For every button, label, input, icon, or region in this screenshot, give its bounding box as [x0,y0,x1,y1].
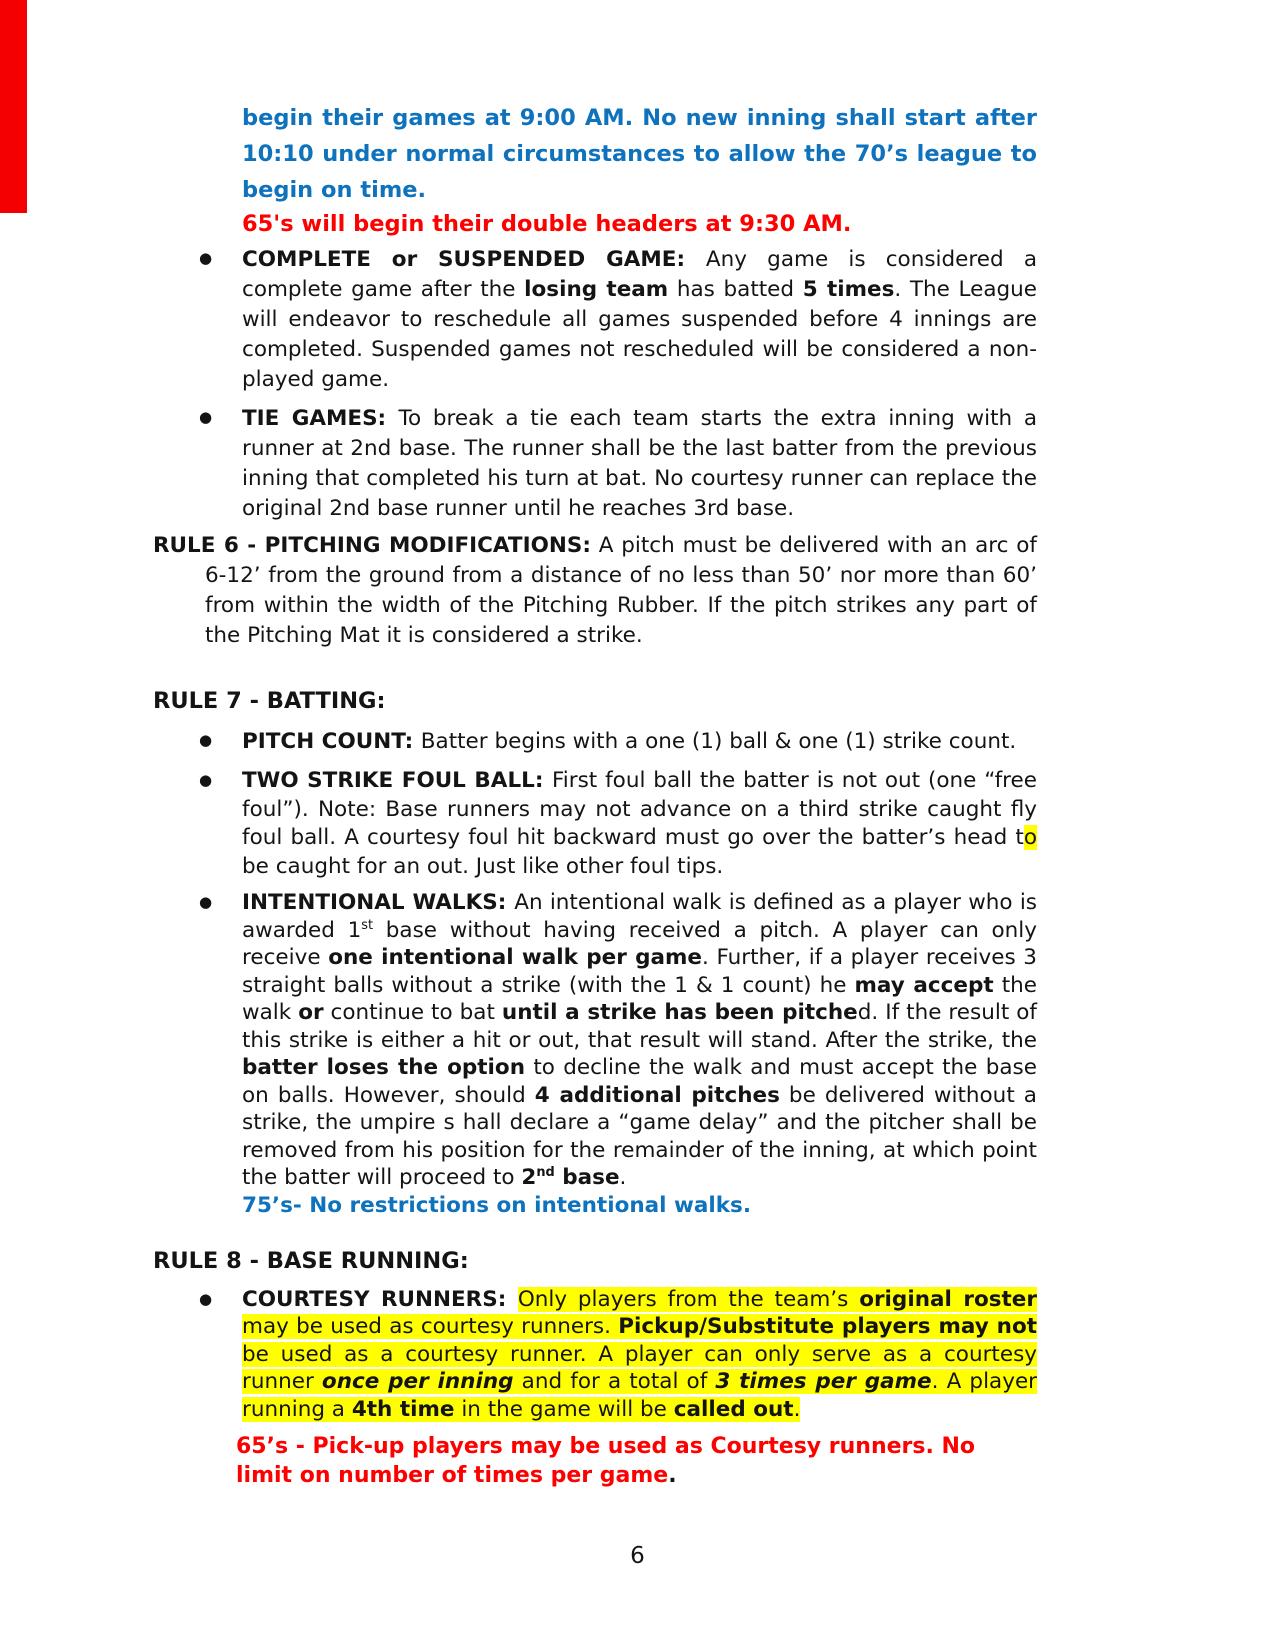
text-run: . [668,1463,677,1488]
text-run: COMPLETE or SUSPENDED GAME: [242,247,706,272]
text-run: losing team [524,277,669,302]
rule8-heading [153,1247,1037,1276]
text-run: to decline the walk and must accept the base on balls. However, should [242,1055,1037,1108]
text-run: batter loses the option [242,1055,525,1080]
text-run: 2 [521,1165,537,1190]
text-run: begin their games at 9:00 AM. No new inning shall start after 10:10 under normal circumstances to allow the 70’s league to begin on time. [242,105,1037,203]
text-run: INTENTIONAL WALKS: [242,890,515,915]
text-run: continue to bat [323,1000,502,1025]
bullet-icon: ● [199,893,213,911]
bullet-text [242,890,1037,1190]
bullet-complete-suspended [153,245,1037,395]
text-run: . The League will endeavor to reschedule all games suspended before 4 innings are completed. Suspended games not rescheduled will be considered a non-played game. [242,277,1037,392]
text-run: 65’s - Pick-up players may be used as Courtesy runners. No limit on number of times per game [236,1434,976,1488]
text-run: RULE 7 - BATTING: [153,688,386,714]
rule6-pitching-modifications [153,531,1037,651]
text-run: PITCH COUNT: [242,729,421,754]
text-run: until a strike has been pitche [501,1000,858,1025]
page-number: 6 [630,1543,645,1569]
text-run: o [1023,825,1037,850]
red-accent-bar [0,0,27,213]
text-run: Pickup/Substitute players may not [618,1314,1037,1339]
bullet-text [242,729,1016,754]
bullet-icon: ● [199,249,213,267]
text-run: . [793,1396,801,1422]
bullet-text [242,406,1037,521]
text-run: 4 additional pitches [534,1082,780,1108]
text-run: called out [673,1396,794,1422]
text-run: A pitch must be delivered with an arc of 6-12’ from the ground from a distance of no less than 50’ nor more than 60’ from within the width of the Pitching Rubber. If the pitch strikes any part of the Pitching Mat it is considered a strike. [205,533,1038,648]
text-run: the walk [242,972,1038,1025]
blue-75s-note [242,1192,1037,1220]
text-run: d. If the result of this strike is either a hit or out, that result will stand. After the strike, the [242,1000,1037,1053]
text-run: 3 times per game [715,1369,932,1394]
bullet-icon: ● [199,1289,213,1308]
text-run: To break a tie each team starts the extra inning with a runner at 2nd base. The runner shall be the last batter from the previous inning that completed his turn at bat. No courtesy runner can replace the original 2nd base runner until he reaches 3rd base. [242,406,1037,521]
text-run: once per inning [321,1369,514,1394]
text-run: Any game is considered a complete game after the [242,247,1037,302]
text-run: 75’s- No restrictions on intentional walks. [242,1192,752,1218]
text-run: st [361,917,374,933]
bullet-intentional-walks [153,889,1037,1192]
redline-65-doubleheaders [242,208,1037,240]
text-run: TWO STRIKE FOUL BALL: [242,768,552,793]
bullet-tie-games [153,404,1037,524]
text-run: . [619,1165,627,1190]
text-run: nd [536,1164,555,1180]
text-run: one intentional walk per game [328,945,702,970]
bullet-icon: ● [199,731,213,749]
text-run: Batter begins with a one (1) ball & one (1) strike count. [420,729,1017,754]
text-run: be delivered without a strike, the umpire s hall declare a “game delay” and the pitcher shall be removed from his position for the remainder of the inning, at which point the batter will proceed to [242,1082,1037,1190]
intro-paragraph [242,100,1037,208]
text-run: Only players from the team’s [517,1286,860,1312]
bullet-pitch-count [153,727,1037,756]
text-run: and for a total of [513,1369,716,1394]
text-run: original roster [859,1286,1037,1312]
bullet-text [242,768,1037,879]
document-content [153,100,1037,1490]
text-run: First foul ball the batter is not out (one “free foul”). Note: Base runners may not advance on a third strike caught fly foul ball. A courtesy foul hit backward must go over the batter’s head t [242,768,1037,850]
bullet-icon: ● [199,408,213,426]
text-run: or [298,1000,324,1025]
text-run: base without having received a pitch. A player can only receive [242,917,1037,970]
text-run: TIE GAMES: [242,406,399,431]
bullet-text [242,1287,1037,1422]
text-run: COURTESY RUNNERS: [242,1286,518,1312]
text-run: be caught for an out. Just like other foul tips. [242,853,724,879]
text-run: be used as a courtesy runner. A player can only serve as a courtesy runner [242,1341,1037,1394]
text-run: RULE 6 - PITCHING MODIFICATIONS: [153,533,591,558]
text-run: may be used as courtesy runners. [242,1314,619,1339]
text-run: base [554,1165,620,1190]
bullet-two-strike-foul-ball [153,767,1037,881]
rule7-heading [153,687,1037,716]
redpara-65s-pickup [236,1432,1037,1490]
text-run: 4th time [351,1396,455,1422]
text-run: RULE 8 - BASE RUNNING: [153,1247,469,1274]
bullet-text [242,247,1037,392]
text-run: has batted [668,277,803,302]
bullet-courtesy-runners [153,1286,1037,1424]
text-run: . A player running a [242,1369,1038,1422]
text-run: . Further, if a player receives 3 straight balls without a strike (with the 1 & 1 count) he [242,945,1037,998]
bullet-icon: ● [199,771,213,789]
text-run: 65's will begin their double headers at 9:30 AM. [242,211,852,237]
text-run: 5 times [802,277,895,302]
text-run: in the game will be [454,1396,674,1422]
text-run: An intentional walk is defined as a player who is awarded 1 [242,890,1037,943]
text-run: may accept [854,972,994,998]
